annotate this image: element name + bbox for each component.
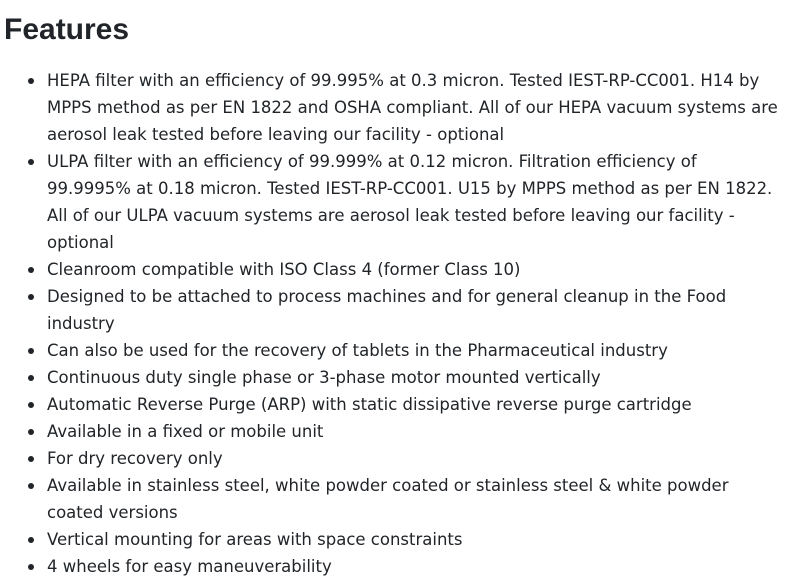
feature-item-fixed-mobile: Available in a fixed or mobile unit <box>47 418 784 445</box>
feature-item-cleanroom: Cleanroom compatible with ISO Class 4 (former Class 10) <box>47 256 784 283</box>
feature-item-food-industry: Designed to be attached to process machines and for general cleanup in the Food industry <box>47 283 784 337</box>
feature-item-hepa: HEPA filter with an efficiency of 99.995% at 0.3 micron. Tested IEST-RP-CC001. H14 by MPPS method as per EN 1822 and OSHA compliant. All of our HEPA vacuum systems are aerosol leak tested before leaving our facility - optional <box>47 67 784 148</box>
feature-item-dry-recovery: For dry recovery only <box>47 445 784 472</box>
feature-item-vertical-mounting: Vertical mounting for areas with space constraints <box>47 526 784 553</box>
feature-item-motor: Continuous duty single phase or 3-phase motor mounted vertically <box>47 364 784 391</box>
feature-item-wheels: 4 wheels for easy maneuverability <box>47 553 784 580</box>
feature-item-finish-options: Available in stainless steel, white powder coated or stainless steel & white powder coated versions <box>47 472 784 526</box>
features-section <box>4 0 784 580</box>
feature-item-pharmaceutical: Can also be used for the recovery of tablets in the Pharmaceutical industry <box>47 337 784 364</box>
feature-item-reverse-purge: Automatic Reverse Purge (ARP) with static dissipative reverse purge cartridge <box>47 391 784 418</box>
section-heading: Features <box>4 13 130 46</box>
feature-item-ulpa: ULPA filter with an efficiency of 99.999% at 0.12 micron. Filtration efficiency of 99.9995% at 0.18 micron. Tested IEST-RP-CC001. U15 by MPPS method as per EN 1822. All of our ULPA vacuum systems are aerosol leak tested before leaving our facility - optional <box>47 148 784 256</box>
features-list <box>4 67 784 580</box>
